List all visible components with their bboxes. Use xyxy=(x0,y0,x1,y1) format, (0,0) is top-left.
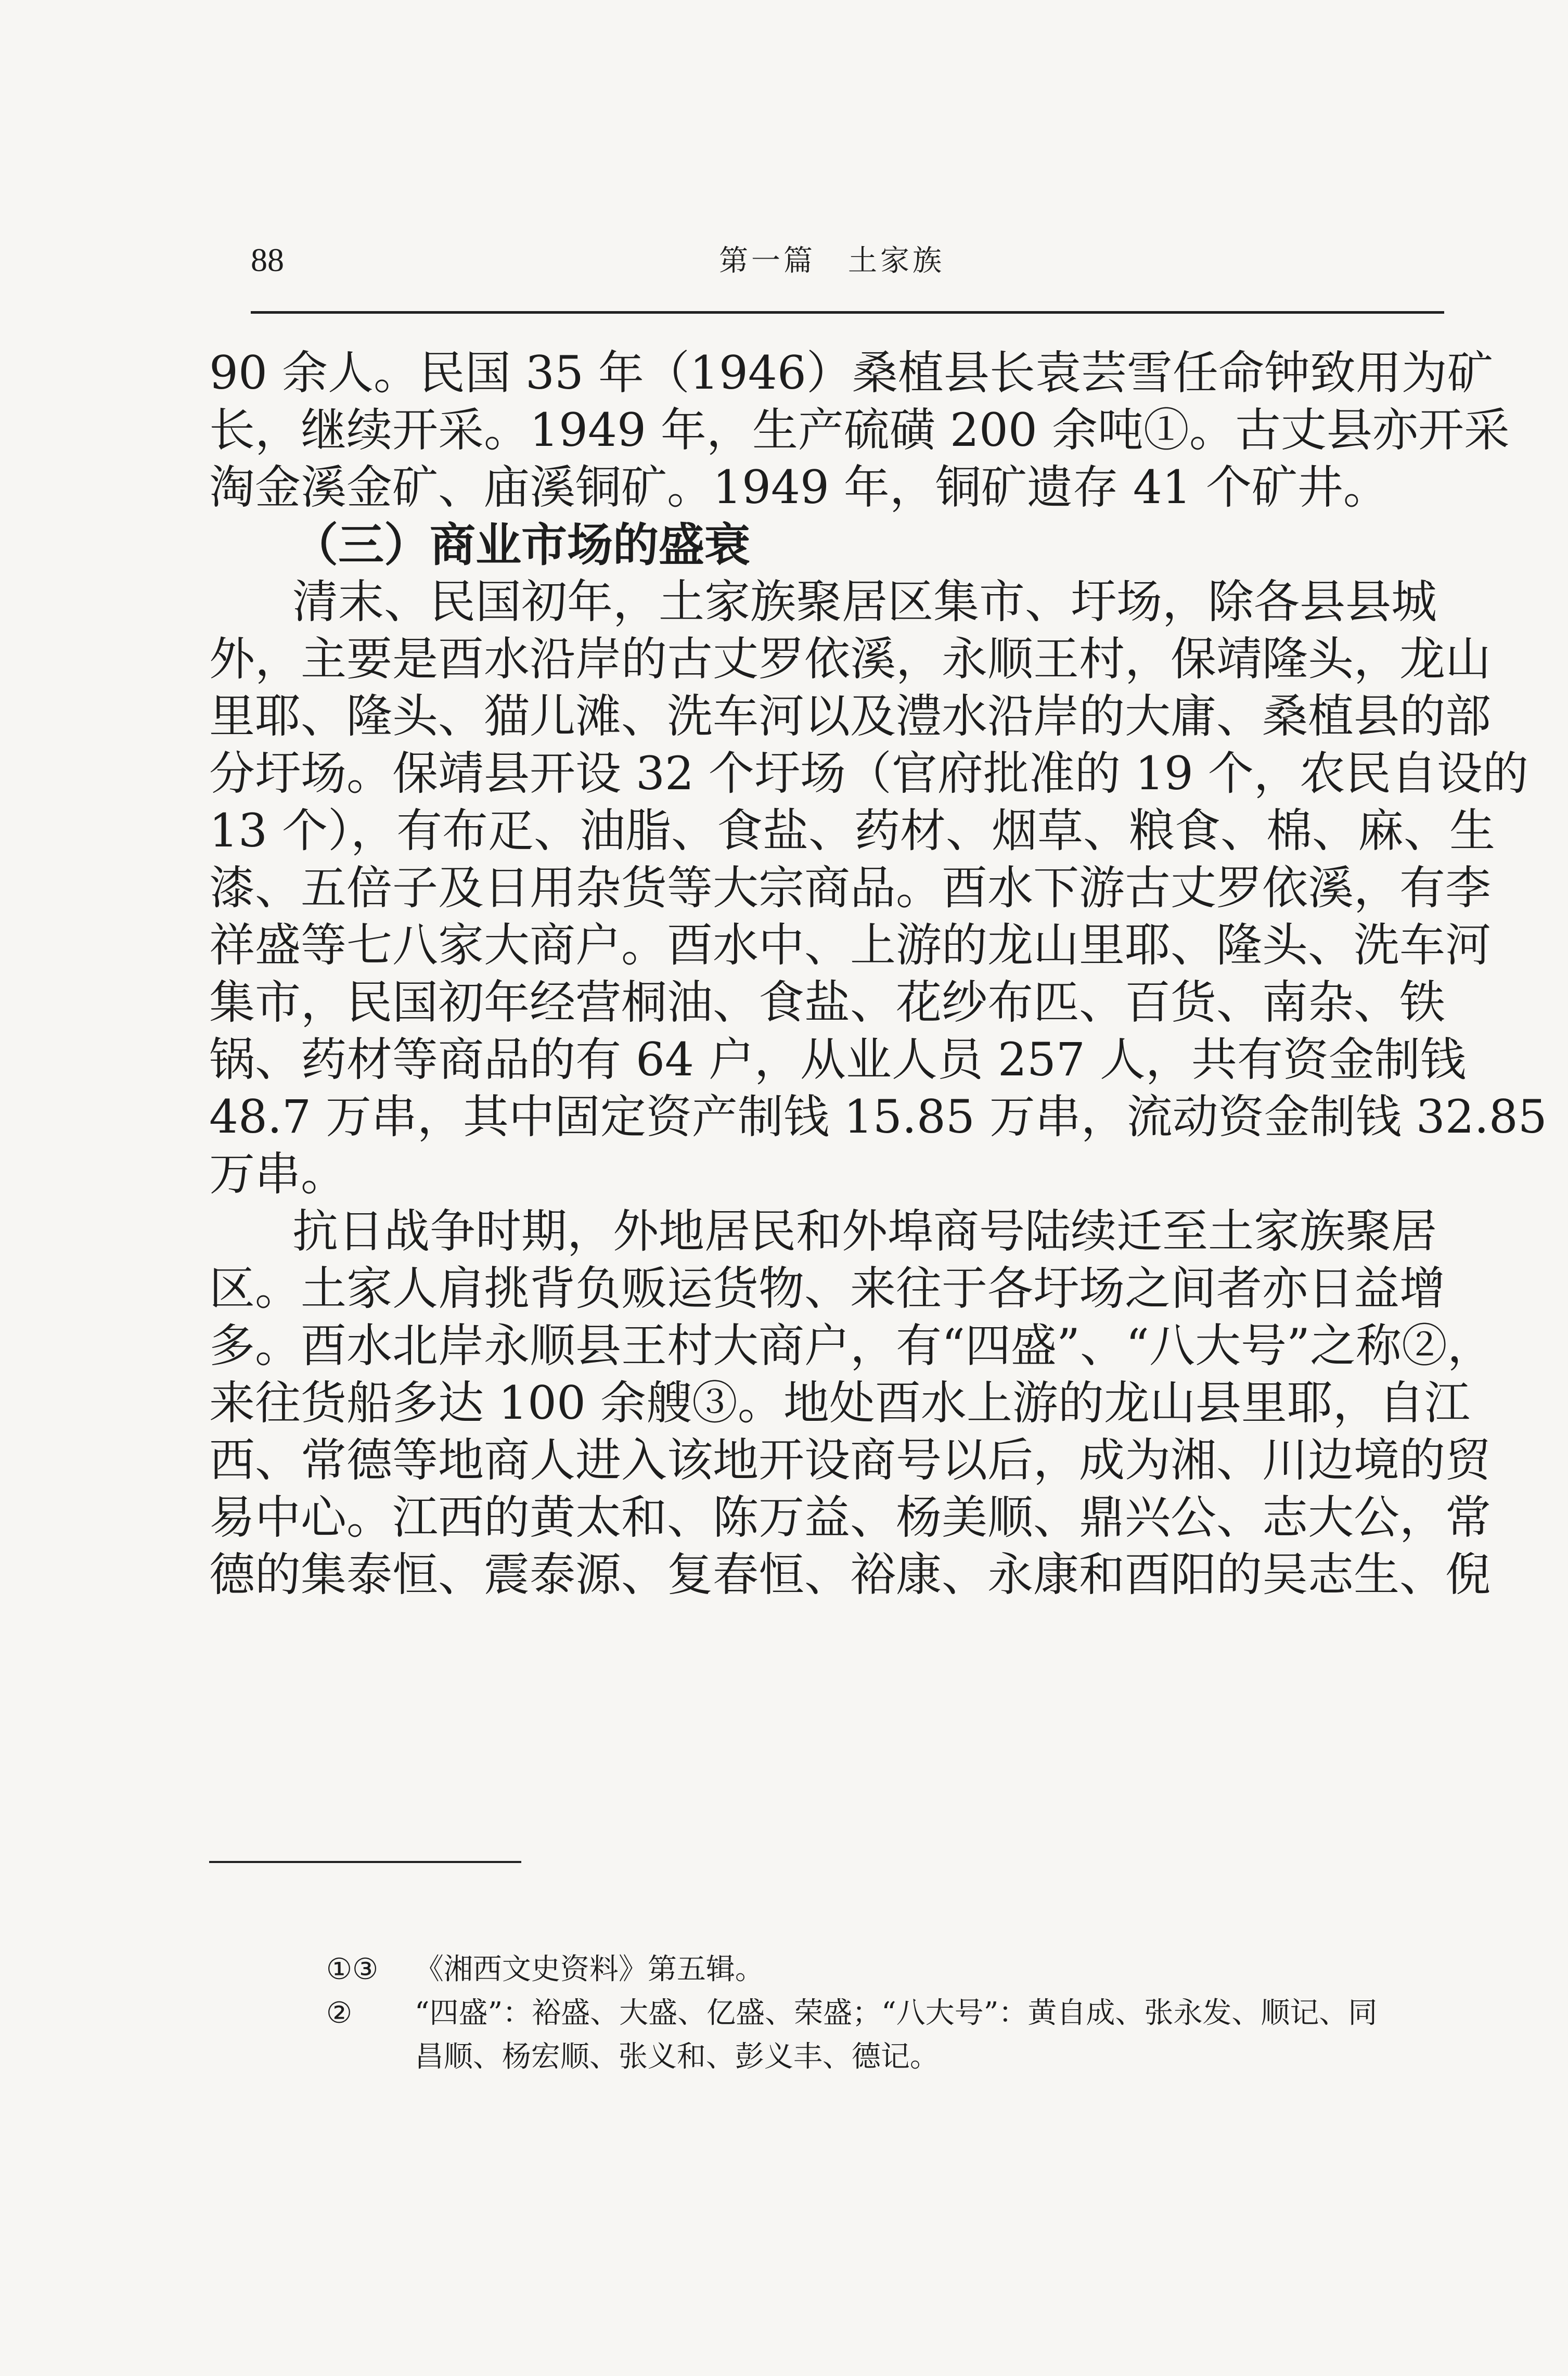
footnote-line xyxy=(271,1904,1444,1986)
footnote-rule xyxy=(209,1861,521,1863)
body-text xyxy=(209,344,1547,1603)
body-line: 48.7 万串，其中固定资产制钱 15.85 万串，流动资金制钱 32.85 xyxy=(209,1090,1547,1144)
body-line: 区。土家人肩挑背负贩运货物、来往于各圩场之间者亦日益增 xyxy=(209,1262,1446,1315)
header-rule xyxy=(251,311,1444,314)
body-line: 锅、药材等商品的有 64 户，从业人员 257 人，共有资金制钱 xyxy=(209,1033,1466,1086)
body-line: 13 个），有布疋、油脂、食盐、药材、烟草、粮食、棉、麻、生 xyxy=(209,804,1495,857)
body-line: 长，继续开采。1949 年，生产硫磺 200 余吨①。古丈县亦开采 xyxy=(209,403,1510,457)
running-head: 第一篇 土家族 xyxy=(719,244,945,278)
page-number: 88 xyxy=(251,241,284,278)
footnote-text: “四盛”：裕盛、大盛、亿盛、荣盛；“八大号”：黄自成、张永发、顺记、同 xyxy=(414,1996,1378,2030)
footnote-line xyxy=(271,1948,1444,2030)
footnote-mark: ② xyxy=(326,1996,353,2030)
body-line: 外，主要是酉水沿岸的古丈罗依溪，永顺王村，保靖隆头，龙山 xyxy=(209,632,1492,686)
body-line: 90 余人。民国 35 年（1946）桑植县长袁芸雪任命钟致用为矿 xyxy=(209,346,1493,400)
page-header xyxy=(251,243,1444,293)
footnote-text: 昌顺、杨宏顺、张义和、彭义丰、德记。 xyxy=(414,2040,939,2074)
body-line: 漆、五倍子及日用杂货等大宗商品。酉水下游古丈罗依溪，有李 xyxy=(209,861,1492,915)
body-line: 里耶、隆头、猫儿滩、洗车河以及澧水沿岸的大庸、桑植县的部 xyxy=(209,689,1492,743)
body-line: 淘金溪金矿、庙溪铜矿。1949 年，铜矿遗存 41 个矿井。 xyxy=(209,460,1389,514)
footnote-text: 《湘西文史资料》第五辑。 xyxy=(414,1953,764,1986)
footnote-line xyxy=(271,1992,1444,2074)
body-line: 万串。 xyxy=(209,1147,347,1201)
footnote-mark: ①③ xyxy=(326,1953,379,1986)
body-line: 集市，民国初年经营桐油、食盐、花纱布匹、百货、南杂、铁 xyxy=(209,975,1446,1029)
body-line: 多。酉水北岸永顺县王村大商户，有“四盛”、“八大号”之称②， xyxy=(209,1319,1493,1372)
body-line: 分圩场。保靖县开设 32 个圩场（官府批准的 19 个，农民自设的 xyxy=(209,747,1528,800)
body-line: 易中心。江西的黄太和、陈万益、杨美顺、鼎兴公、志大公，常 xyxy=(209,1491,1492,1544)
body-line: 西、常德等地商人进入该地开设商号以后，成为湘、川边境的贸 xyxy=(209,1433,1492,1487)
body-line: 清末、民国初年，土家族聚居区集市、圩场，除各县县城 xyxy=(292,575,1437,628)
body-line: 祥盛等七八家大商户。酉水中、上游的龙山里耶、隆头、洗车河 xyxy=(209,918,1492,972)
footnotes xyxy=(271,1904,1444,2074)
body-line: 抗日战争时期，外地居民和外埠商号陆续迁至土家族聚居 xyxy=(292,1204,1437,1258)
body-line: 德的集泰恒、震泰源、复春恒、裕康、永康和酉阳的吴志生、倪 xyxy=(209,1548,1492,1601)
section-heading: （三）商业市场的盛衰 xyxy=(292,518,751,572)
body-line: 来往货船多达 100 余艘③。地处酉水上游的龙山县里耶，自江 xyxy=(209,1376,1470,1430)
